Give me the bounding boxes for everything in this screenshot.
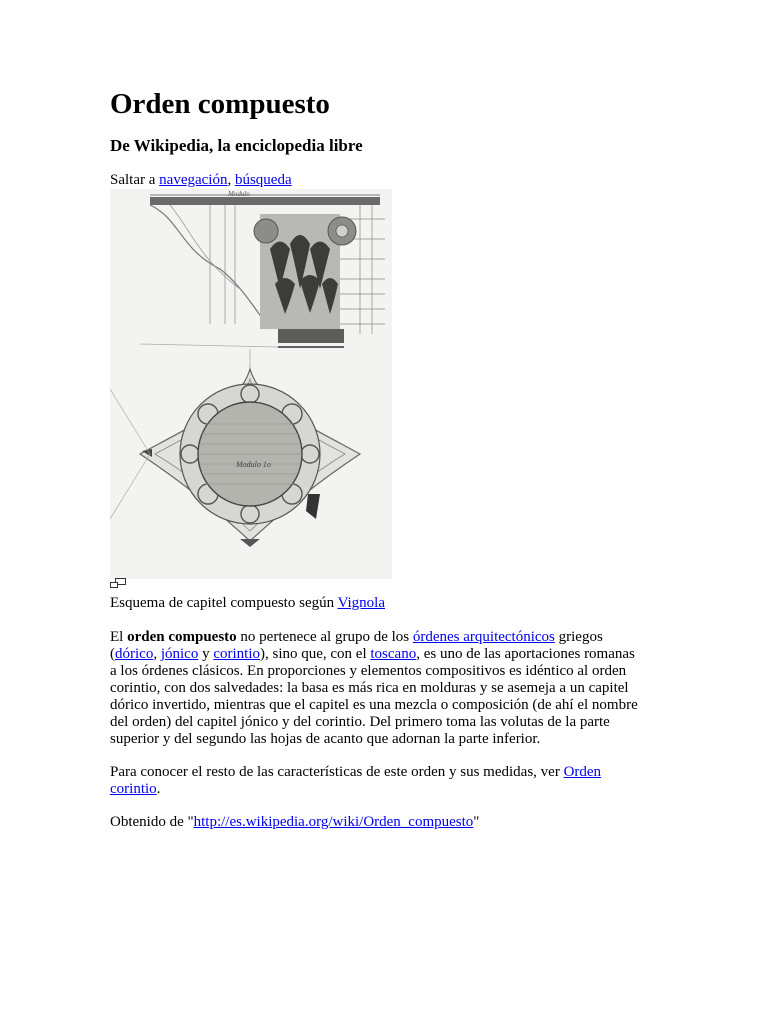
toscano-link[interactable]: toscano bbox=[370, 646, 417, 662]
vignola-link[interactable]: Vignola bbox=[337, 595, 386, 611]
source-line bbox=[110, 814, 479, 831]
source-url-link[interactable]: http://es.wikipedia.org/wiki/Orden_compuesto bbox=[193, 814, 474, 830]
jonico-link[interactable]: jónico bbox=[160, 646, 199, 662]
text-run: , bbox=[153, 646, 161, 662]
orden-corintio-link-part1[interactable]: Orden bbox=[563, 764, 602, 780]
paragraph-line bbox=[110, 764, 658, 781]
search-link[interactable]: búsqueda bbox=[234, 172, 292, 188]
capital-engraving bbox=[110, 189, 392, 579]
caption-text: Esquema de capitel compuesto según bbox=[110, 595, 338, 611]
text-run: ( bbox=[110, 646, 115, 662]
magnify-clip-icon[interactable] bbox=[110, 578, 126, 588]
navigation-link[interactable]: navegación bbox=[159, 172, 228, 188]
text-run: ), sino que, con el bbox=[259, 646, 371, 662]
jump-prefix: Saltar a bbox=[110, 172, 160, 188]
intro-paragraph bbox=[110, 629, 658, 748]
paragraph-line: superior y del segundo las hojas de acanto que adornan la parte inferior. bbox=[110, 731, 541, 747]
paragraph-line bbox=[110, 646, 658, 663]
corintio-link[interactable]: corintio bbox=[213, 646, 260, 662]
page-title: Orden compuesto bbox=[110, 88, 330, 120]
bold-term: orden compuesto bbox=[127, 629, 237, 645]
text-run: Para conocer el resto de las características de este orden y sus medidas, ver bbox=[110, 764, 564, 780]
paragraph-line bbox=[110, 629, 658, 646]
dorico-link[interactable]: dórico bbox=[115, 646, 154, 662]
ordenes-arquitectonicos-link[interactable]: órdenes arquitectónicos bbox=[412, 629, 555, 645]
text-run: no pertenece al grupo de los bbox=[236, 629, 413, 645]
text-run: , es uno de las aportaciones romanas bbox=[416, 646, 635, 662]
text-run: y bbox=[198, 646, 214, 662]
orden-corintio-link-part2[interactable]: corintio bbox=[110, 781, 157, 797]
paragraph-line: dórico invertido, mientras que el capitel es una mezcla o composición (de ahí el nombre bbox=[110, 697, 638, 713]
figure-column-text: Modulo 1o bbox=[236, 460, 271, 469]
page-subtitle: De Wikipedia, la enciclopedia libre bbox=[110, 136, 363, 155]
paragraph-line bbox=[110, 781, 658, 798]
see-also-paragraph bbox=[110, 764, 658, 798]
jump-links bbox=[110, 172, 292, 189]
jump-separator: , bbox=[227, 172, 235, 188]
text-run: . bbox=[156, 781, 161, 797]
text-run: El bbox=[110, 629, 128, 645]
source-suffix: " bbox=[473, 814, 480, 830]
text-run: griegos bbox=[554, 629, 603, 645]
figure-header-text: Modulo bbox=[228, 190, 250, 198]
paragraph-line: corintio, con dos salvedades: la basa es más rica en molduras y se asemeja a un capitel bbox=[110, 680, 629, 696]
paragraph-line: a los órdenes clásicos. En proporciones y elementos compositivos es idéntico al orden bbox=[110, 663, 627, 679]
figure-caption bbox=[110, 595, 385, 612]
paragraph-line: del orden) del capitel jónico y del corintio. Del primero toma las volutas de la parte bbox=[110, 714, 610, 730]
capital-illustration[interactable] bbox=[110, 189, 392, 579]
source-prefix: Obtenido de " bbox=[110, 814, 194, 830]
